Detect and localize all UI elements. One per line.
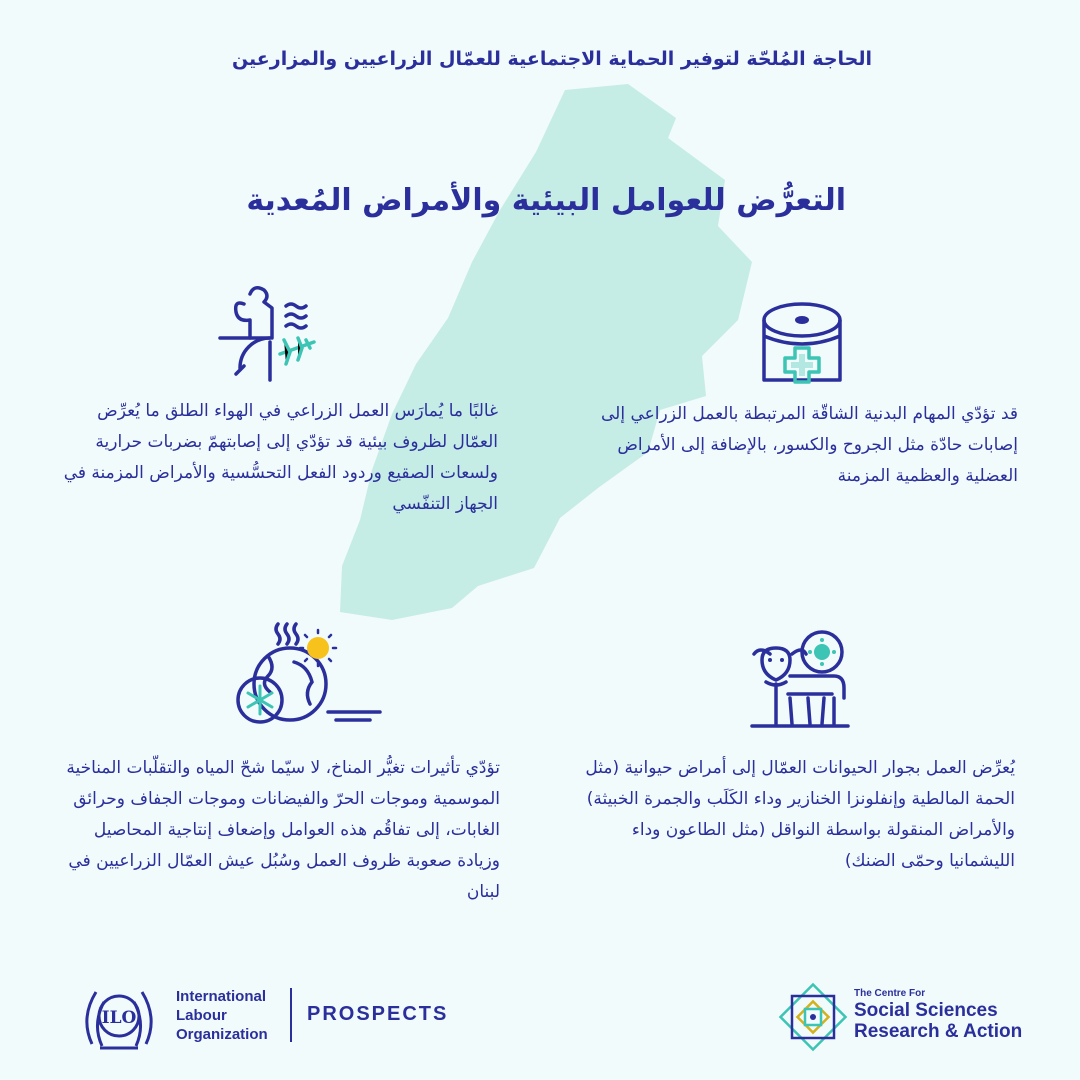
- cssra-name: [854, 1000, 1022, 1042]
- cssra-line: Research & Action: [854, 1021, 1023, 1042]
- cssra-line: Social Sciences: [854, 1000, 998, 1021]
- climate-change-paragraph: تؤدّي تأثيرات تغيُّر المناخ، لا سيّما شحّ المياه والتقلّبات المناخية الموسمية وموجات الحرّ والفيضانات وموجات الجفاف وحرائق الغابات، إلى تفاقُم هذه العوامل وإضعاف إنتاجية المحاصيل وزيادة صعوبة ظروف العمل وسُبُل عيش العمّال الزراعيين في لبنان: [66, 758, 500, 902]
- injuries-paragraph: قد تؤدّي المهام البدنية الشاقّة المرتبطة بالعمل الزراعي إلى إصابات حادّة مثل الجروح والكسور، بالإضافة إلى الأمراض العضلية والعظمية المزمنة: [601, 404, 1018, 486]
- cow-virus-icon: [748, 628, 852, 728]
- ilo-line: Labour: [176, 1007, 227, 1024]
- cssra-logo: [778, 982, 1028, 1052]
- ilo-line: International: [176, 988, 267, 1005]
- ilo-name: [176, 987, 268, 1044]
- animal-diseases-paragraph: يُعرِّض العمل بجوار الحيوانات العمّال إلى أمراض حيوانية (مثل الحمة المالطية وإنفلونزا الخنازير وداء الكَلَب والجمرة الخبيثة) والأمراض المنقولة بواسطة النواقل (مثل الطاعون وداء الليشمانيا وحمّى الضنك): [585, 758, 1015, 871]
- cssra-prefix: The Centre For: [854, 988, 926, 999]
- climate-change-globe-icon: [232, 622, 386, 728]
- cssra-pattern-icon: [778, 982, 848, 1052]
- bandage-roll-icon: [752, 296, 852, 392]
- page-subtitle: الحاجة المُلحّة لتوفير الحماية الاجتماعية للعمّال الزراعيين والمزارعين: [231, 48, 872, 70]
- weather-exposure-icon: [214, 282, 324, 382]
- page-title: التعرُّض للعوامل البيئية والأمراض المُعدية: [246, 183, 846, 218]
- ilo-emblem: [78, 980, 160, 1052]
- ilo-emblem-text: ILO: [101, 1008, 137, 1028]
- environment-paragraph: غالبًا ما يُمارَس العمل الزراعي في الهواء الطلق ما يُعرِّض العمّال لظروف بيئية قد تؤدّي إلى إصابتهمّ بضربات حرارية ولسعات الصقيع وردود الفعل التحسُّسية والأمراض المزمنة في الجهاز التنفّسي: [63, 401, 498, 514]
- ilo-prospects-logos: [78, 980, 478, 1052]
- prospects-logo-text: PROSPECTS: [307, 1003, 449, 1025]
- logo-divider: [290, 988, 292, 1042]
- ilo-line: Organization: [176, 1026, 268, 1043]
